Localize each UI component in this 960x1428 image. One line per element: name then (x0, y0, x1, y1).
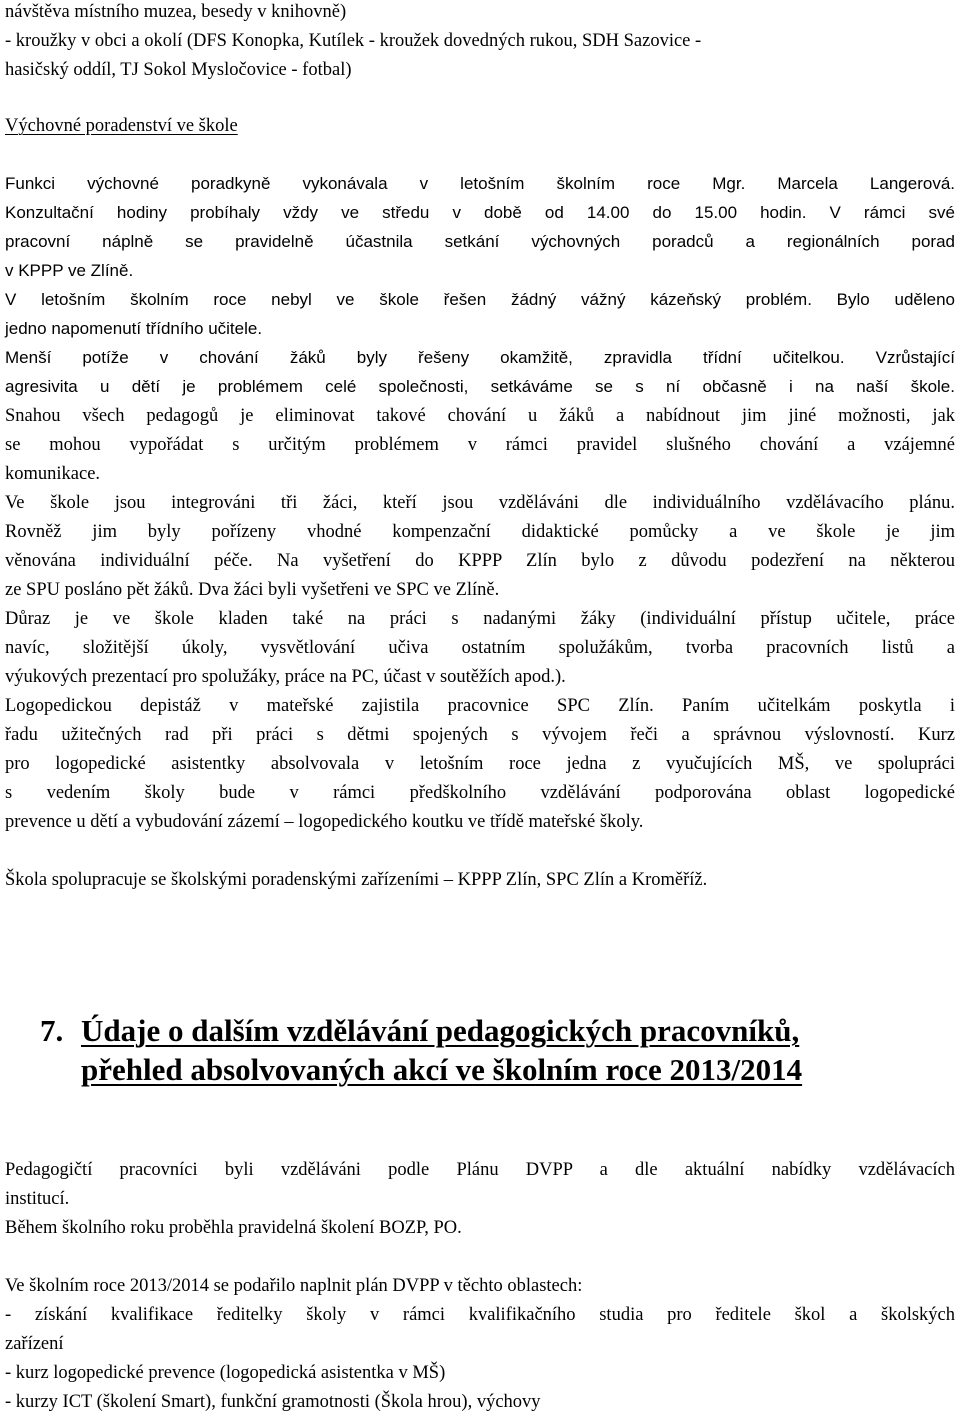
text-line: institucí. (5, 1189, 70, 1209)
section-number: 7. (40, 1013, 64, 1048)
text-line: pro logopedické asistentky absolvovala v letošním roce jedna z vyučujících MŠ, ve spolupráci (5, 754, 955, 774)
text-line: Konzultační hodiny probíhaly vždy ve středu v době od 14.00 do 15.00 hodin. V rámci své (5, 203, 955, 222)
text-line: ze SPU posláno pět žáků. Dva žáci byli vyšetřeni ve SPC ve Zlíně. (5, 580, 500, 600)
text-line: Pedagogičtí pracovníci byli vzděláváni podle Plánu DVPP a dle aktuální nabídky vzdělávacích (5, 1160, 955, 1180)
text-line: Snahou všech pedagogů je eliminovat takové chování u žáků a nabídnout jim jiné možnosti, jak (5, 406, 955, 426)
text-line: jedno napomenutí třídního učitele. (5, 319, 263, 338)
text-line: se mohou vypořádat s určitým problémem v rámci pravidel slušného chování a vzájemné (5, 435, 955, 455)
section-title-line1: Údaje o dalším vzdělávání pedagogických pracovníků, (81, 1013, 800, 1048)
text-line: hasičský oddíl, TJ Sokol Mysločovice - fotbal) (5, 60, 352, 80)
text-line: navíc, složitější úkoly, vysvětlování učiva ostatním spolužákům, tvorba pracovních listů a (5, 638, 955, 658)
text-line: s vedením školy bude v rámci předškolního vzdělávání podporována oblast logopedické (5, 783, 955, 803)
text-line: Ve škole jsou integrováni tři žáci, kteří jsou vzděláváni dle individuálního vzdělávacího plánu. (5, 493, 955, 513)
text-line: Ve školním roce 2013/2014 se podařilo naplnit plán DVPP v těchto oblastech: (5, 1276, 583, 1296)
text-line: agresivita u dětí je problémem celé společnosti, setkáváme se s ní občasně i na naší škole. (5, 377, 955, 396)
text-line: Během školního roku proběhla pravidelná školení BOZP, PO. (5, 1218, 462, 1238)
text-line: V letošním školním roce nebyl ve škole řešen žádný vážný kázeňský problém. Bylo uděleno (5, 290, 955, 309)
text-line: - kroužky v obci a okolí (DFS Konopka, Kutílek - kroužek dovedných rukou, SDH Sazovice - (5, 31, 702, 51)
text-line: řadu užitečných rad při práci s dětmi spojených s vývojem řeči a správnou výslovností. Kurz (5, 725, 955, 745)
text-line: v KPPP ve Zlíně. (5, 261, 134, 280)
list-item: - kurz logopedické prevence (logopedická asistentka v MŠ) (5, 1363, 446, 1383)
text-line: výukových prezentací pro spolužáky, práce na PC, účast v soutěžích apod.). (5, 667, 566, 687)
text-line: komunikace. (5, 464, 101, 484)
section-title-line2: přehled absolvovaných akcí ve školním roce 2013/2014 (81, 1052, 803, 1087)
list-item: - kurzy ICT (školení Smart), funkční gramotnosti (Škola hrou), výchovy (5, 1392, 541, 1412)
text-line: Škola spolupracuje se školskými poradenskými zařízeními – KPPP Zlín, SPC Zlín a Kroměříž. (5, 870, 708, 890)
text-line: Logopedickou depistáž v mateřské zajistila pracovnice SPC Zlín. Paním učitelkám poskytla i (5, 696, 955, 716)
section-heading-poradenstvi: Výchovné poradenství ve škole (5, 116, 238, 136)
text-line: Funkci výchovné poradkyně vykonávala v letošním školním roce Mgr. Marcela Langerová. (5, 174, 955, 193)
text-line: pracovní náplně se pravidelně účastnila setkání výchovných poradců a regionálních porad (5, 232, 955, 251)
text-line: Rovněž jim byly pořízeny vhodné kompenzační didaktické pomůcky a ve škole je jim (5, 522, 955, 542)
list-item-continuation: zařízení (5, 1334, 64, 1354)
text-line: Menší potíže v chování žáků byly řešeny okamžitě, zpravidla třídní učitelkou. Vzrůstající (5, 348, 955, 367)
text-line: prevence u dětí a vybudování zázemí – logopedického koutku ve třídě mateřské školy. (5, 812, 644, 832)
text-line: návštěva místního muzea, besedy v knihovně) (5, 2, 347, 22)
text-line: věnována individuální péče. Na vyšetření do KPPP Zlín bylo z důvodu podezření na některou (5, 551, 955, 571)
text-line: Důraz je ve škole kladen také na práci s nadanými žáky (individuální přístup učitele, práce (5, 609, 955, 629)
list-item: - získání kvalifikace ředitelky školy v rámci kvalifikačního studia pro ředitele škol a školských (5, 1305, 955, 1325)
